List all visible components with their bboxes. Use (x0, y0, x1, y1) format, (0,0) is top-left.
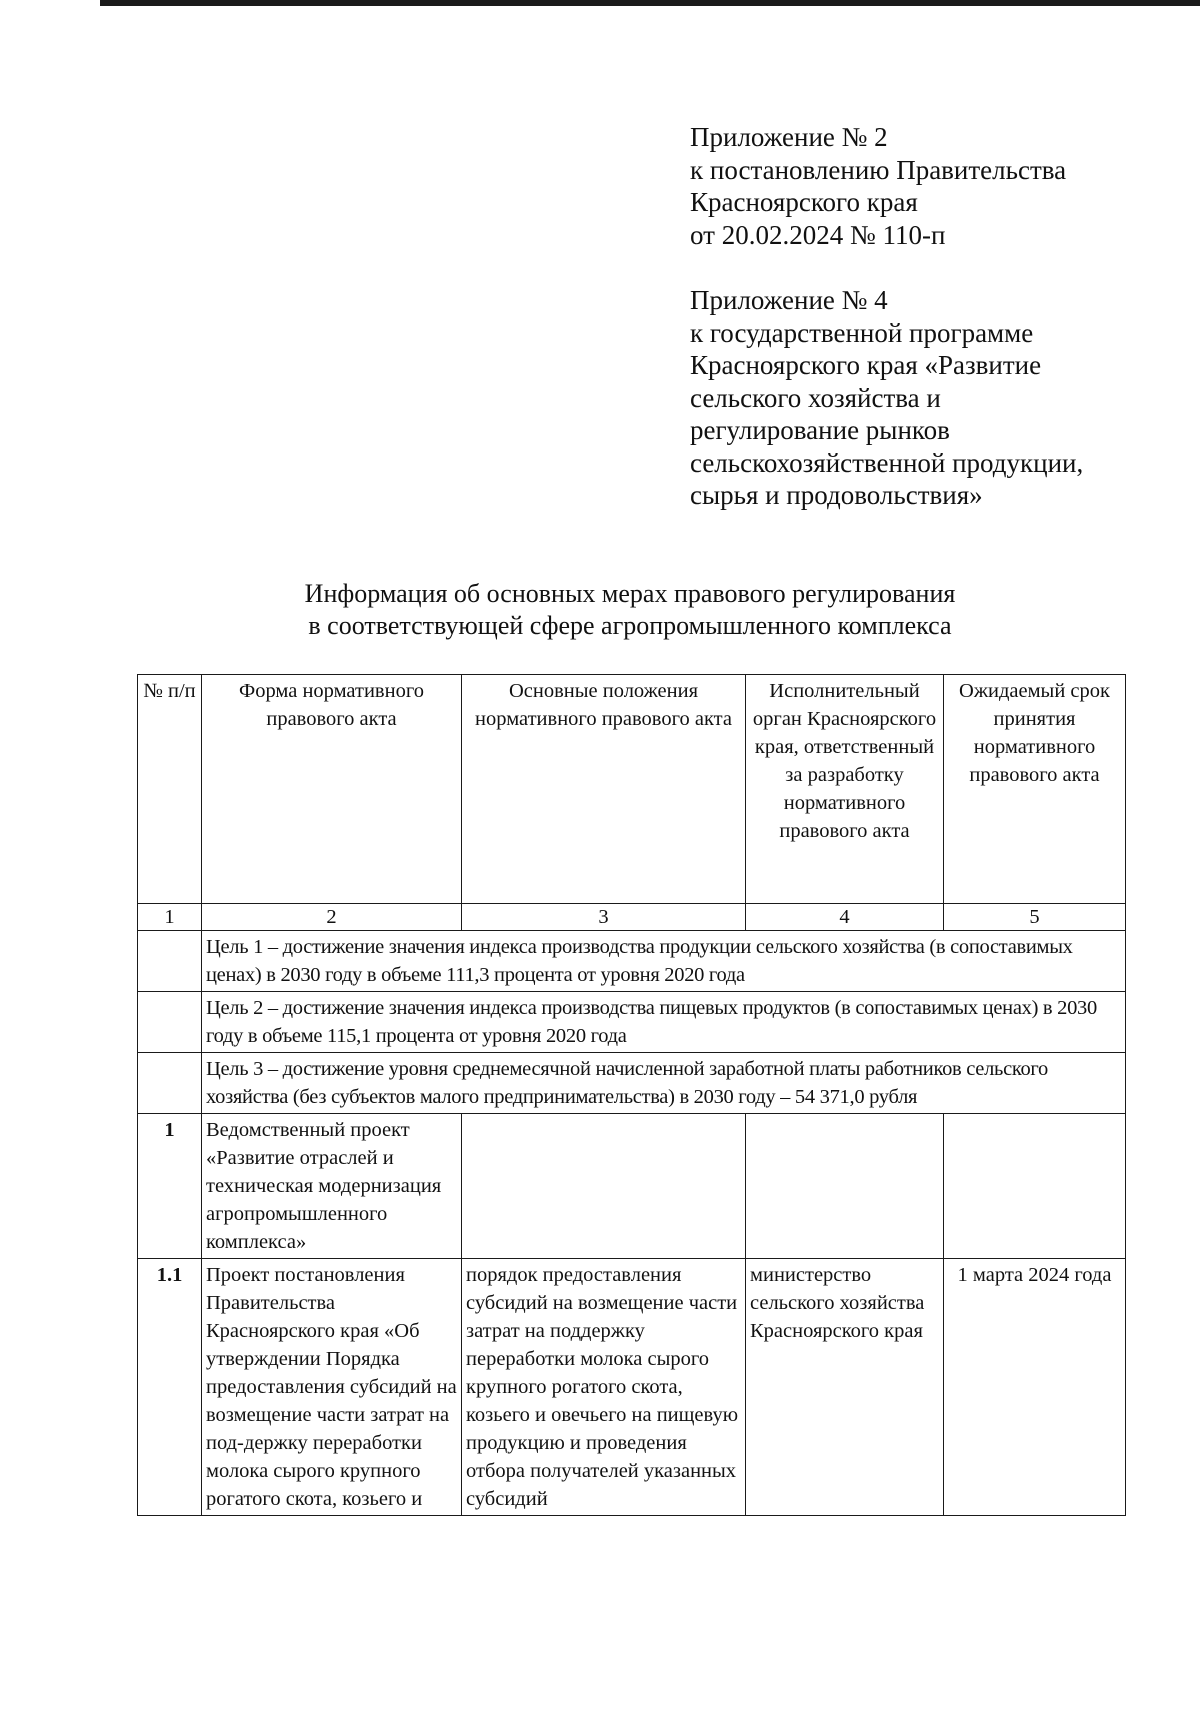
goal-text: Цель 3 – достижение уровня среднемесячной начисленной заработной платы работников сельского хозяйства (без субъектов малого предпринимательства) в 2030 году – 54 371,0 рубля (202, 1053, 1126, 1114)
goal-text: Цель 1 – достижение значения индекса производства продукции сельского хозяйства (в сопоставимых ценах) в 2030 году в объеме 111,3 процента от уровня 2020 года (202, 931, 1126, 992)
goal-row (138, 1053, 1126, 1114)
empty-cell (138, 992, 202, 1053)
row-provisions: порядок предоставления субсидий на возмещение части затрат на поддержку переработки молока сырого крупного рогатого скота, козьего и овечьего на пищевую продукцию и проведения отбора получателей указанных субсидий (462, 1259, 746, 1516)
annex-line: Приложение № 2 (690, 122, 888, 152)
row-form: Проект постановления Правительства Красноярского края «Об утверждении Порядка предоставления субсидий на возмещение части затрат на под-держку переработки молока сырого крупного рогатого скота, козьего и (202, 1259, 462, 1516)
annex-line: Приложение № 4 (690, 285, 888, 315)
row-provisions (462, 1114, 746, 1259)
goal-row (138, 992, 1126, 1053)
table-row (138, 1114, 1126, 1259)
annex-line: сырья и продовольствия» (690, 480, 983, 510)
annex-line: к постановлению Правительства (690, 154, 1067, 185)
header-cell-number: № п/п (138, 675, 202, 904)
annex-line: от 20.02.2024 № 110-п (690, 219, 946, 250)
title-line-1: Информация об основных мерах правового регулирования (304, 579, 956, 608)
column-number: 2 (202, 904, 462, 931)
header-cell-deadline: Ожидаемый срок принятия нормативного правового акта (944, 675, 1126, 904)
row-deadline (944, 1114, 1126, 1259)
column-number: 1 (138, 904, 202, 931)
annex-reference-program (690, 284, 1150, 512)
goal-text: Цель 2 – достижение значения индекса производства пищевых продуктов (в сопоставимых ценах) в 2030 году в объеме 115,1 процента от уровня 2020 года (202, 992, 1126, 1053)
header-cell-executor: Исполнительный орган Красноярского края, ответственный за разработку нормативного правового акта (746, 675, 944, 904)
annex-reference-decree (690, 121, 1150, 251)
legal-measures-table (137, 674, 1126, 1516)
title-line-2: в соответствующей сфере агропромышленного комплекса (308, 611, 952, 640)
annex-line: сельского хозяйства и (690, 382, 941, 413)
header-cell-provisions: Основные положения нормативного правового акта (462, 675, 746, 904)
table-row (138, 1259, 1126, 1516)
annex-line: регулирование рынков (690, 415, 950, 445)
table-header-row (138, 675, 1126, 904)
row-number: 1 (138, 1114, 202, 1259)
header-cell-form: Форма нормативного правового акта (202, 675, 462, 904)
row-number: 1.1 (138, 1259, 202, 1516)
column-number: 4 (746, 904, 944, 931)
annex-line: сельскохозяйственной продукции, (690, 447, 1084, 478)
annex-line: Красноярского края (690, 187, 918, 217)
column-number: 3 (462, 904, 746, 931)
empty-cell (138, 931, 202, 992)
row-deadline: 1 марта 2024 года (944, 1259, 1126, 1516)
column-number-row (138, 904, 1126, 931)
top-border-line (100, 0, 1200, 6)
goal-row (138, 931, 1126, 992)
document-title (130, 578, 1130, 642)
column-number: 5 (944, 904, 1126, 931)
row-executor (746, 1114, 944, 1259)
row-executor: министерство сельского хозяйства Красноярского края (746, 1259, 944, 1516)
row-form: Ведомственный проект «Развитие отраслей и техническая модернизация агропромышленного комплекса» (202, 1114, 462, 1259)
empty-cell (138, 1053, 202, 1114)
annex-line: к государственной программе (690, 317, 1034, 348)
annex-line: Красноярского края «Развитие (690, 350, 1042, 380)
